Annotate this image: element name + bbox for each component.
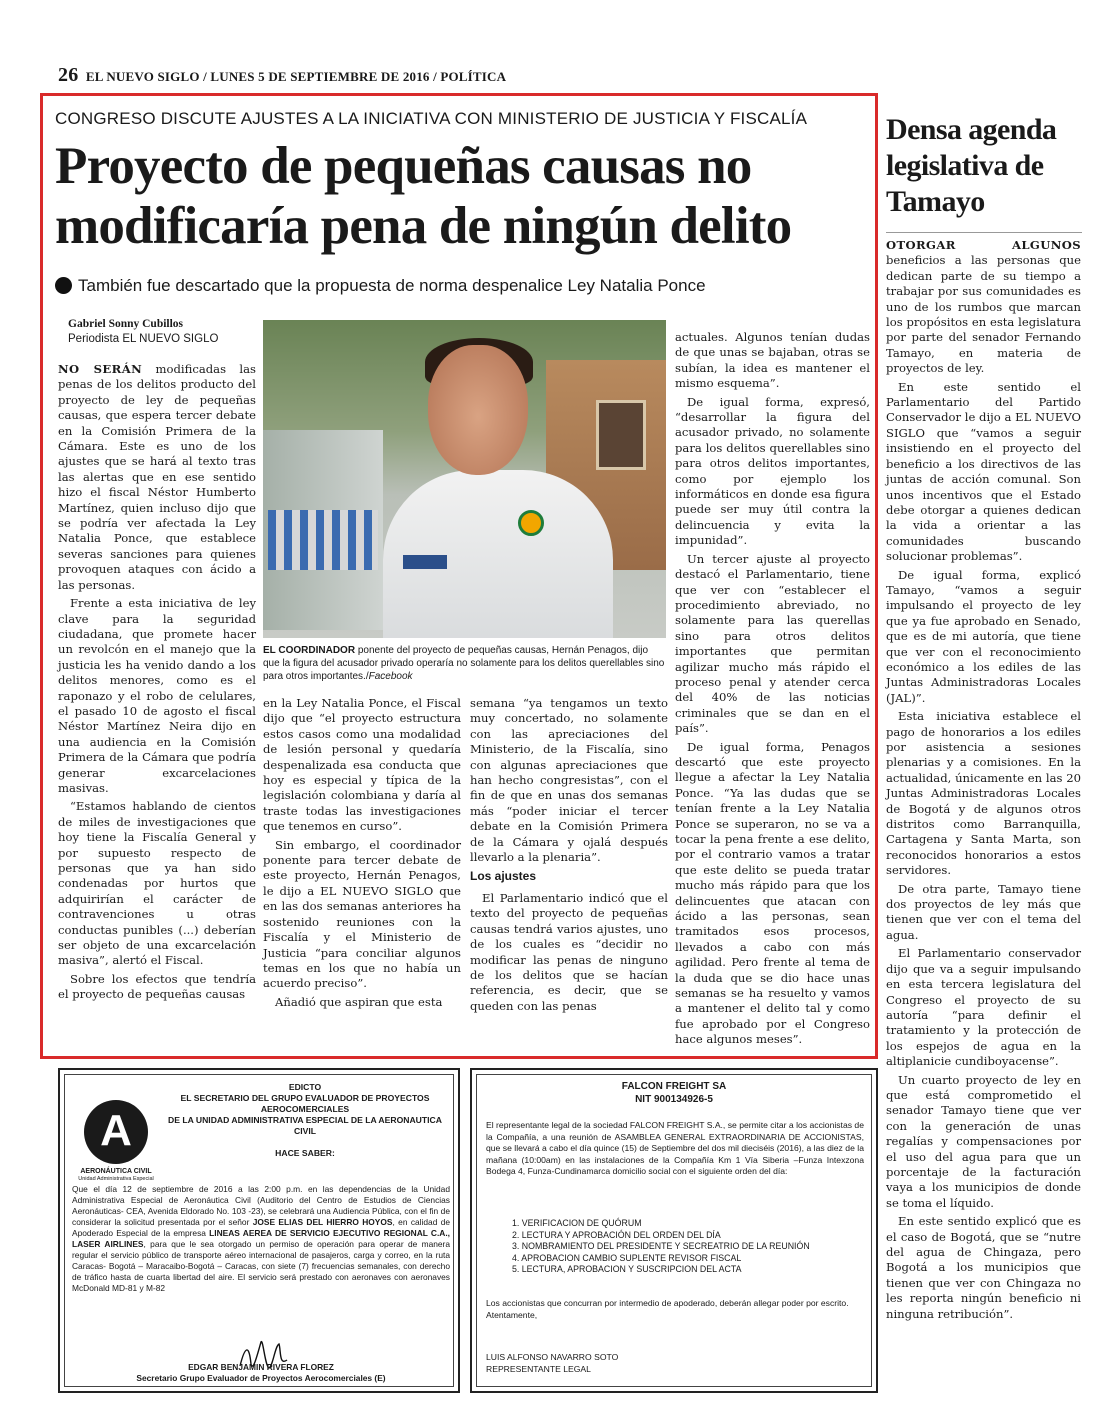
article-kicker: CONGRESO DISCUTE AJUSTES A LA INICIATIVA CON MINISTERIO DE JUSTICIA Y FISCALÍA — [55, 109, 808, 128]
author-role: Periodista EL NUEVO SIGLO — [68, 333, 219, 345]
article-paragraph: De igual forma, Penagos descartó que este proyecto llegue a afectar la Ley Natalia Ponce. “Ya las dudas que se tenían frente a la Ley Natalia Ponce se superaron, no se va a tocar la pena frente a ese delito, por el contrario vamos a tratar que este delito se pueda tratar mucho más rápido para que los delincuentes que atacan con ácido a las personas, sean tramitados esos procesos, llevados a cabo con más agilidad. Pero frente al tema de la duda que se dio hace unas semanas se ha resuelto y vamos a mantener el delito tal y como fue aprobado por el Congreso hace algunos meses”. — [675, 739, 870, 1047]
agenda-item: 4. APROBACION CAMBIO SUPLENTE REVISOR FISCAL — [512, 1252, 742, 1263]
sidebar-column — [886, 238, 1081, 1325]
ad-edicto — [58, 1068, 460, 1393]
agenda-item: 2. LECTURA Y APROBACIÓN DEL ORDEN DEL DÍA — [512, 1229, 721, 1240]
headline-line-1: Proyecto de pequeñas causas no — [55, 137, 752, 195]
article-paragraph: De igual forma, expresó, “desarrollar la figura del acusador privado, no solamente para los delitos querellables sino para otros delitos importantes, como por ejemplo los informáticos en donde esa figura puede ser muy útil contra la delincuencia y evita la impunidad”. — [675, 394, 870, 548]
sidebar-paragraph: OTORGAR ALGUNOS beneficios a las personas que dedican parte de su tiempo a trabajar por sus comunidades es uno de los rumbos que marcan los propósitos en esta legislatura por parte del senador Fernando Tamayo, en materia de proyectos de ley. — [886, 238, 1081, 376]
article-paragraph: Sobre los efectos que tendría el proyecto de pequeñas causas — [58, 971, 256, 1002]
caption-text: ponente del proyecto de pequeñas causas, Hernán Penagos, dijo que la figura del acusador privado operaría no solamente para los delitos querellables sino para otros importantes./ — [263, 645, 665, 682]
falcon-signer: LUIS ALFONSO NAVARRO SOTO REPRESENTANTE LEGAL — [486, 1352, 619, 1374]
aerocivil-logo — [84, 1100, 148, 1164]
article-column-4 — [675, 330, 870, 1051]
article-paragraph: Frente a esta iniciativa de ley clave para la seguridad ciudadana, que promete hacer un revolcón en el manejo que la justicia les ha venido dando a los delitos menores, como es el raponazo y el robo de celulares, el pasado 10 de agosto el fiscal Néstor Martínez Neira dijo en una audiencia en la Comisión Primera de la Cámara que podría generar excarcelaciones masivas. — [58, 596, 256, 795]
ad-falcon-freight — [470, 1068, 878, 1393]
sidebar-paragraph: En este sentido el Parlamentario del Partido Conservador le dijo a EL NUEVO SIGLO que “vamos a seguir insistiendo en el proyecto del beneficio a los directivos de las juntas de acción comunal. Son unos incentivos que el Estado debe otorgar a quienes dedican la vida a orientar a las comunidades buscando solucionar problemas”. — [886, 379, 1081, 564]
article-paragraph: actuales. Algunos tenían dudas de que unas se bajaban, otras se subían, la idea es mantener el mismo esquema”. — [675, 330, 870, 391]
party-logo-icon — [518, 510, 544, 536]
article-column-1 — [58, 362, 256, 1006]
falcon-agenda — [512, 1218, 852, 1276]
article-paragraph: “Estamos hablando de cientos de miles de investigaciones que hoy tiene la Fiscalía General y por supuesto respecto de personas que ya han sido condenadas por hurtos que adquirirían el carácter de contravenciones u otras conductas punibles (...) deberían ser objeto de una excarcelación masiva”, alertó el Fiscal. — [58, 799, 256, 968]
folio-line: EL NUEVO SIGLO / LUNES 5 DE SEPTIEMBRE DE 2016 / POLÍTICA — [85, 69, 507, 84]
article-paragraph: semana “ya tengamos un texto muy concertado, no solamente con las apreciaciones del Ministerio, de la Fiscalía, sino con algunas apreciaciones que han hecho congresistas”, con el fin de que en unas dos semanas más “poder iniciar el tercer debate en la Comisión Primera de la Cámara y ojalá después llevarlo a la plenaria”. — [470, 696, 668, 865]
caption-lead: EL COORDINADOR — [263, 645, 356, 656]
seal-letter: A — [100, 1106, 132, 1155]
photo-window — [596, 400, 646, 470]
byline — [68, 318, 258, 345]
article-paragraph: NO SERÁN modificadas las penas de los delitos producto del proyecto de ley de pequeñas causas, que espera tercer debate en la Comisión Primera de la Cámara. Este es uno de los ajustes que se hará al texto tras las alertas que en ese sentido hizo el fiscal Néstor Humberto Martínez, quien incluso dijo que se podría ver afectada la Ley Natalia Ponce, que establece severas sanciones para quienes provoquen ataques con ácido a las personas. — [58, 362, 256, 592]
edicto-header: EDICTO EL SECRETARIO DEL GRUPO EVALUADOR DE PROYECTOS AEROCOMERCIALES DE LA UNIDAD ADMINISTRATIVA ESPECIAL DE LA AERONAUTICA CIVIL HACE SABER: — [168, 1082, 442, 1158]
sidebar-paragraph: El Parlamentario conservador dijo que va a seguir impulsando en esta tercera legislatura del Congreso el proyecto de su autoría “para definir el tratamiento y la protección de los espejos de agua en la altiplanicie cundiboyacense”. — [886, 946, 1081, 1069]
article-column-3 — [470, 696, 668, 1017]
sidebar-lead-word: OTORGAR ALGUNOS — [886, 238, 1081, 252]
article-photo — [263, 320, 666, 638]
agenda-item: 5. LECTURA, APROBACION Y SUSCRIPCION DEL ACTA — [512, 1264, 742, 1275]
falcon-body: El representante legal de la sociedad FALCON FREIGHT S.A., se permite citar a los accionistas de la Compañía, a una reunión de ASAMBLEA GENERAL EXTRAORDINARIA DE ACCIONISTAS, que se llevará a cabo el día quince (15) de Septiembre del dos mil dieciséis (2016), a las diez de la mañana (10:00am) en las instalaciones de la Compañía Km 1 Vía Siberia –Funza Intexzona Bodega 4, Funza-Cundinamarca domicilio social con el siguiente orden del día: — [486, 1120, 864, 1177]
subhead-text: También fue descartado que la propuesta de norma despenalice Ley Natalia Ponce — [78, 276, 706, 295]
sidebar-divider — [886, 232, 1082, 233]
sidebar-paragraph: Un cuarto proyecto de ley en que está comprometido el senador Tamayo tiene que ver con la generación de unas regalías y compensaciones por el uso del agua para que un porcentaje de la facturación vaya a los municipios de donde se toma el líquido. — [886, 1072, 1081, 1210]
sidebar-paragraph: De otra parte, Tamayo tiene dos proyectos de ley más que tienen que ver con el tema del agua. — [886, 881, 1081, 942]
article-headline — [55, 136, 870, 256]
photo-person-shirt — [383, 470, 613, 638]
headline-line-2: modificaría pena de ningún delito — [55, 197, 792, 255]
article-column-2 — [263, 696, 461, 1013]
sidebar-paragraph: Esta iniciativa establece el pago de honorarios a los ediles por asistencia a sesiones plenarias y a comisiones. En la actualidad, únicamente en las 20 Juntas Administradoras Locales de Bogotá y de algunos otros distritos como Barranquilla, Cartagena y Santa Marta, son reconocidos honorarios a estos servidores. — [886, 709, 1081, 878]
falcon-header: FALCON FREIGHT SA NIT 900134926-5 — [621, 1081, 727, 1105]
article-paragraph: Un tercer ajuste al proyecto destacó el Parlamentario, tiene que ver con “establecer el procedimiento abreviado, no solamente para las querellas sino para otros delitos importantes que permitan agilizar mucho más rápido el proceso penal y atender cerca del 40% de las noticias criminales que se dan en el país”. — [675, 551, 870, 736]
article-paragraph: Añadió que aspiran que esta — [275, 994, 443, 1009]
photo-stall — [268, 510, 378, 570]
agenda-item: 3. NOMBRAMIENTO DEL PRESIDENTE Y SECREATRIO DE LA REUNIÓN — [512, 1241, 810, 1252]
caption-credit: Facebook — [368, 671, 413, 682]
page-folio — [58, 64, 506, 87]
edicto-signer: EDGAR BENJAMIN RIVERA FLOREZ Secretario Grupo Evaluador de Proyectos Aerocomerciales (E) — [136, 1362, 386, 1383]
article-subhead — [55, 276, 870, 296]
page-number: 26 — [58, 64, 79, 86]
article-paragraph: Sin embargo, el coordinador ponente para tercer debate de este proyecto, Hernán Penagos, le dijo a EL NUEVO SIGLO que en las dos semanas anteriores ha sostenido reuniones con la Fiscalía y el Ministerio de Justicia “para conciliar algunos temas en los que no había un acuerdo preciso”. — [263, 837, 461, 991]
photo-person-face — [428, 345, 528, 475]
sidebar-paragraph: En este sentido explicó que es el caso de Bogotá, que se “nutre del agua de Chingaza, pero Bogotá a los municipios que tienen que ver con Chingaza no les reporta ningún beneficio ni ninguna retribución”. — [886, 1214, 1081, 1321]
sidebar-paragraph: De igual forma, explicó Tamayo, “vamos a seguir impulsando el proyecto de ley que ya fue aprobado en Senado, que es de mi autoría, que tiene que ver con el reconocimiento económico a los ediles de las Juntas Administradoras Locales (JAL)”. — [886, 567, 1081, 705]
section-subtitle: Los ajustes — [470, 869, 537, 884]
article-paragraph: en la Ley Natalia Ponce, el Fiscal dijo que “el proyecto estructura estos casos como una modalidad de lesión personal y quedaría despenalizada esa conducta que hoy es especial y típica de la legislación colombiana y daría al traste todas las investigaciones que tenemos en curso”. — [263, 696, 461, 834]
seal-label: AERONÁUTICA CIVIL — [80, 1168, 152, 1175]
falcon-closing: Los accionistas que concurran por intermedio de apoderado, deberán allegar poder por escrito. Atentamente, — [486, 1298, 849, 1320]
bullet-icon — [55, 277, 72, 294]
lead-word: NO SERÁN — [58, 362, 143, 376]
sidebar-title: Densa agenda legislativa de Tamayo — [886, 113, 1057, 218]
article-paragraph: El Parlamentario indicó que el texto del proyecto de pequeñas causas tendrá varios ajustes, uno de los cuales es “decidir no modificar las penas de ninguno de los delitos que se hacían referencia, es decir, que se queden con las penas — [470, 890, 668, 1013]
shirt-logo-icon — [403, 555, 447, 569]
agenda-item: 1. VERIFICACION DE QUÓRUM — [512, 1218, 642, 1228]
edicto-body: Que el día 12 de septiembre de 2016 a las 2:00 p.m. en las dependencias de la Unidad Administrativa Especial de Aeronáutica Civil (Auditorio del Centro de Estudios de Ciencias Aeronáuticas- CEA, Avenida Eldorado No. 103 -23), se celebrará una Audiencia Pública, con el fin de considerar la solicitud presentada por el señor JOSE ELIAS DEL HIERRO HOYOS, en calidad de Apoderado Especial de la empresa LINEAS AEREA DE SERVICIO EJECUTIVO REGIONAL C.A., LASER AIRLINES, para que le sea otorgado un permiso de operación para operar de manera regular el servicio público de transporte aéreo internacional de pasajeros, carga y correo, en la ruta Caracas- Bogotá – Maracaibo-Bogotá – Caracas, con siete (7) frecuencias semanales, con derecho de tráfico hasta de cuarta libertad del aire. El servicio será prestado con aeronaves con aeronaves McDonald MD-81 y M-82 — [72, 1184, 451, 1293]
author-name: Gabriel Sonny Cubillos — [68, 318, 184, 330]
seal-sublabel: Unidad Administrativa Especial — [78, 1176, 154, 1182]
photo-caption — [263, 644, 666, 683]
